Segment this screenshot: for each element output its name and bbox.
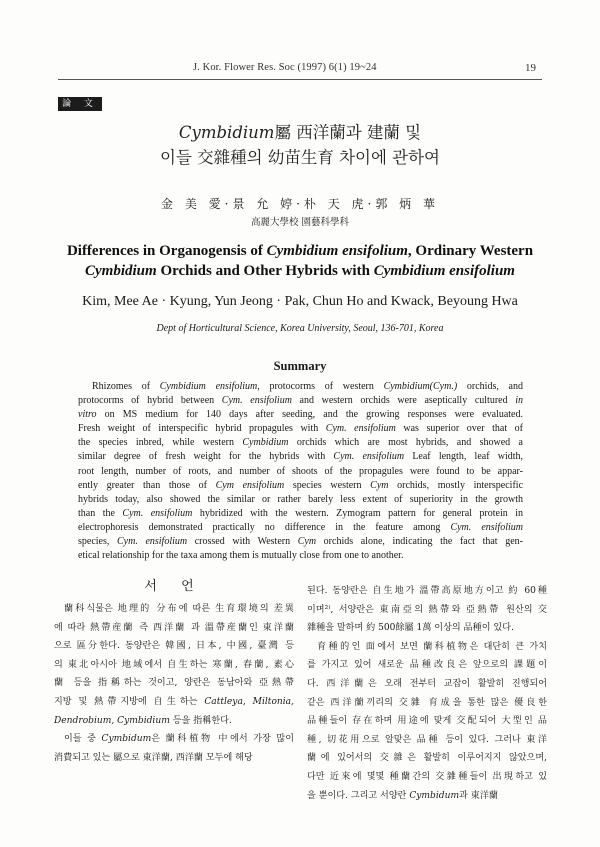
- text-run: orchids, and: [457, 381, 523, 392]
- english-title-line-1: [58, 243, 542, 260]
- italic-text: Cymbidum: [409, 790, 460, 801]
- summary-line: [78, 408, 523, 422]
- text-run: , Ordinary Western: [407, 243, 534, 259]
- korean-title-line-2: 이들 交雜種의 幼苗生育 차이에 관하여: [160, 148, 440, 167]
- text-run: 이들 중: [64, 734, 102, 745]
- text-run: etical relationship for the taxa among them is mutually close from one to another.: [78, 550, 404, 562]
- text-line: [307, 787, 547, 806]
- text-run: Rhizomes of: [92, 381, 160, 392]
- text-run: on MS medium for 140 days after seeding, and the growing responses were evaluated.: [96, 409, 523, 421]
- italic-text: Cym. ensifolium: [333, 451, 405, 463]
- summary-line: [78, 394, 523, 408]
- text-run: 은 蘭科植物 中에서 가장 많이: [151, 734, 294, 745]
- italic-text: Cym: [370, 479, 389, 491]
- text-run: 다. 西洋蘭은 오래 전부터 교잡이 활발히 진행되어: [307, 678, 547, 689]
- text-line: [54, 712, 294, 731]
- italic-text: Cym ensifolium: [215, 479, 285, 491]
- text-run: 種, 切花用으로 알맞은 品種 등이 있다. 그러나 東洋: [307, 734, 547, 745]
- italic-text: Cymbidium ensifolium: [266, 243, 408, 259]
- italic-text: Cym. ensifolium: [325, 423, 396, 435]
- text-line: [307, 712, 547, 731]
- text-run: 蘭科식물은 地理的 分布에 따른 生育環境의 差異: [64, 604, 294, 614]
- text-run: root length, number of roots, and number of shoots of the propagules were found to be appar-: [78, 465, 523, 477]
- text-line: [307, 675, 547, 694]
- italic-text: Cymbidium ensifolium: [159, 381, 258, 392]
- summary-line: [78, 436, 523, 450]
- text-run: similar degree of fresh weight for the hybrids with: [78, 451, 334, 463]
- italic-text: Cattleya, Miltonia,: [204, 696, 294, 707]
- text-run: 育種的인 面에서 보면 蘭科植物은 대단히 큰 가치: [317, 641, 547, 652]
- italic-text: Cym. ensifolium: [117, 536, 188, 548]
- summary-line: [78, 465, 523, 479]
- italic-text: Cym. ensifolium: [450, 521, 523, 533]
- summary-line: [78, 380, 523, 394]
- summary-line: [78, 521, 523, 535]
- korean-title-genus: Cymbidium: [178, 123, 275, 142]
- text-line: [307, 582, 547, 601]
- text-run: 과 東洋蘭: [459, 790, 499, 801]
- text-run: electrophoresis demonstrated practically no difference in the feature among: [78, 521, 451, 533]
- text-run: the species inbred, while western: [78, 437, 243, 449]
- summary-line: [78, 422, 523, 436]
- text-line: [307, 749, 547, 768]
- paragraph: [307, 638, 547, 805]
- italic-text: Cymbidium(Cym.): [383, 381, 458, 392]
- summary-line: [78, 450, 523, 464]
- text-line: [54, 619, 294, 638]
- text-line: [54, 749, 294, 768]
- text-line: [54, 600, 294, 619]
- text-run: orchids alone, indicating the fact that gen-: [316, 536, 523, 548]
- text-run: 消費되고 있는 屬으로 東洋蘭, 西洋蘭 모두에 해당: [54, 752, 253, 763]
- text-run: orchids, mostly interspecific: [388, 479, 524, 491]
- text-run: 이며: [307, 604, 325, 615]
- text-run: 品種들이 存在하며 用途에 맞게 交配되어 大型인 品: [307, 716, 547, 727]
- text-run: crossed with Western: [187, 536, 298, 548]
- text-run: 된다. 동양란은 自生地가 溫帶高原地方이고 約 60種: [307, 586, 547, 596]
- text-line: [307, 768, 547, 787]
- journal-reference: J. Kor. Flower Res. Soc (1997) 6(1) 19~24: [193, 62, 377, 73]
- korean-affiliation: 高麗大學校 園藝科學科: [250, 217, 350, 228]
- left-column: [54, 600, 294, 767]
- paragraph: [54, 600, 294, 730]
- english-title-line-2: [58, 263, 542, 280]
- text-line: [307, 694, 547, 713]
- introduction-heading: 서 언: [144, 579, 204, 594]
- text-run: than the: [78, 507, 123, 519]
- italic-text: Cymbidium: [242, 437, 289, 449]
- text-line: [54, 656, 294, 675]
- text-line: [307, 638, 547, 657]
- text-run: Leaf length, leaf width,: [404, 451, 523, 463]
- text-run: 지방 및 熱帶지방에 自生하는: [54, 696, 205, 707]
- summary-line: [78, 493, 523, 507]
- summary-abstract: [78, 380, 523, 563]
- italic-text: in: [515, 395, 523, 407]
- text-run: was superior over that of: [395, 423, 523, 435]
- text-run: 蘭 등을 指稱하는 것이고, 양란은 동남아와 亞熱帶: [54, 678, 294, 689]
- english-affiliation: Dept of Horticultural Science, Korea University, Seoul, 136-701, Korea: [156, 323, 444, 334]
- page-number: 19: [525, 62, 536, 74]
- summary-line: [78, 549, 523, 563]
- running-header: [0, 62, 600, 78]
- text-line: [54, 674, 294, 693]
- text-run: ently greater than those of: [78, 479, 216, 491]
- text-run: species western: [284, 479, 371, 491]
- text-line: [54, 730, 294, 749]
- text-line: [54, 693, 294, 712]
- text-run: 을 뿐이다. 그리고 서양란: [307, 790, 410, 801]
- korean-title-line-1: [58, 119, 542, 143]
- italic-text: Dendrobium, Cymbidium: [54, 715, 170, 726]
- text-run: 등을 指稱한다.: [169, 715, 232, 726]
- text-run: Fresh weight of interspecific hybrid propagules with: [78, 423, 326, 435]
- text-run: 같은 西洋蘭끼리의 交雜 育成을 통한 많은 優良한: [307, 697, 547, 708]
- italic-text: Cym. ensifolium: [221, 395, 292, 407]
- italic-text: Cymbidium: [85, 263, 157, 279]
- italic-text: Cym: [297, 536, 317, 548]
- italic-text: Cymbidium ensifolium: [373, 263, 515, 279]
- paragraph: [54, 730, 294, 767]
- right-column: [307, 582, 547, 805]
- text-line: [307, 619, 547, 638]
- summary-line: [78, 507, 523, 521]
- text-run: , protocorms of western: [257, 381, 384, 392]
- text-run: 으로 區分한다. 동양란은 韓國, 日本, 中國, 臺灣 등: [54, 641, 294, 652]
- text-line: [54, 637, 294, 656]
- text-run: 雜種을 말하며 約 500餘屬 1萬 이상의 品種이 있다.: [307, 623, 514, 634]
- text-run: hybrids today, also showed the similar or rather barely less extent of superiority in the growth: [78, 493, 523, 505]
- header-divider: [58, 79, 542, 80]
- text-run: protocorms of hybrid between: [78, 395, 222, 407]
- text-run: Differences in Organogensis of: [66, 243, 267, 259]
- korean-authors: 金 美 愛·景 允 婷·朴 天 虎·郭 炳 華: [161, 197, 439, 211]
- paragraph: [307, 582, 547, 638]
- text-run: and western orchids were aseptically cultured: [291, 395, 516, 407]
- text-line: [307, 656, 547, 675]
- text-run: orchids which are most hybrids, and showed a: [288, 437, 523, 449]
- text-run: 에 따라 熱帶産蘭 즉 西洋蘭 과 溫帶産蘭인 東洋蘭: [54, 622, 294, 633]
- italic-text: Cymbidum: [101, 734, 152, 745]
- text-run: species,: [78, 536, 117, 548]
- english-authors: Kim, Mee Ae · Kyung, Yun Jeong · Pak, Chun Ho and Kwack, Beyoung Hwa: [82, 294, 518, 309]
- korean-title-line-1-rest: 屬 西洋蘭과 建蘭 및: [274, 123, 422, 142]
- summary-line: [78, 535, 523, 549]
- text-run: 蘭에 있어서의 交雜은 활발히 이루어지지 않았으며,: [307, 753, 547, 764]
- text-run: 를 가지고 있어 새로운 品種改良은 앞으로의 課題이: [307, 660, 547, 671]
- text-run: , 서양란은 東南亞의 熱帶와 亞熱帶 원산의 交: [330, 604, 547, 615]
- text-run: 의 東北아시아 地域에서 自生하는 寒蘭, 春蘭, 素心: [54, 659, 294, 670]
- text-run: 다만 近來에 몇몇 種蘭간의 交雜種들이 出現하고 있: [307, 771, 547, 782]
- text-line: [307, 731, 547, 750]
- text-run: ²⁾: [324, 604, 331, 615]
- summary-line: [78, 479, 523, 493]
- article-type-tag: 論 文: [58, 97, 102, 111]
- text-run: hybridized with the western. Zymogram pattern for general protein in: [192, 507, 523, 519]
- italic-text: Cym. ensifolium: [122, 507, 193, 519]
- summary-heading: Summary: [273, 359, 327, 373]
- italic-text: vitro: [78, 409, 97, 421]
- text-line: [307, 601, 547, 620]
- text-run: Orchids and Other Hybrids with: [156, 263, 374, 279]
